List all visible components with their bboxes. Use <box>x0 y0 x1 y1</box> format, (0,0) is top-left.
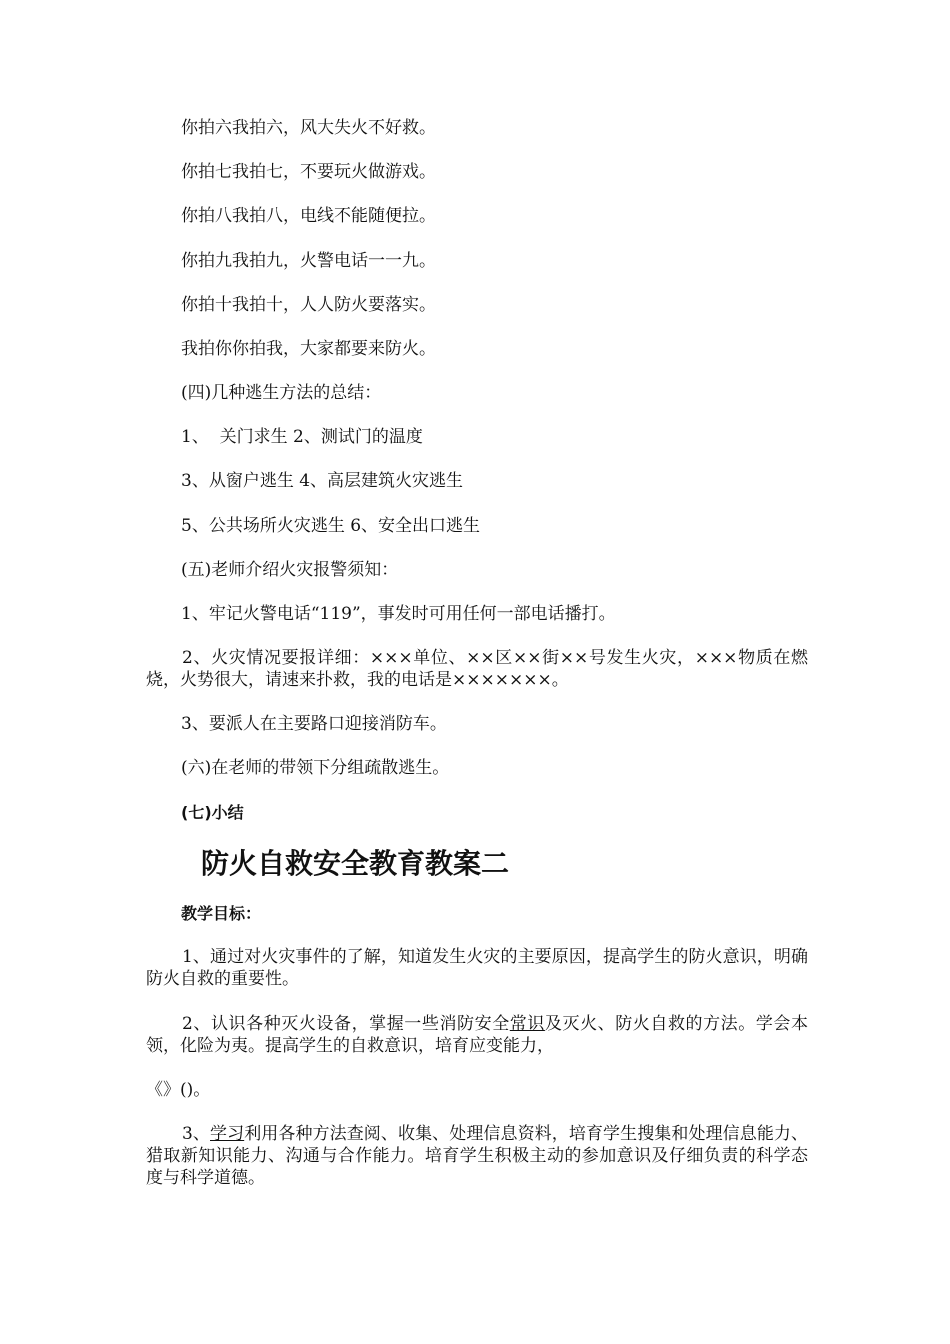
section-6-title: (六)在老师的带领下分组疏散逃生。 <box>181 758 450 778</box>
alarm-item-1: 1、牢记火警电话“119”，事发时可用任何一部电话播打。 <box>181 604 616 624</box>
rhyme-line-9: 你拍九我拍九，火警电话一一九。 <box>181 251 436 271</box>
goal-3-text-b: 利用各种方法查阅、收集、处理信息资料，培育学生搜集和处理信息能力、猎取新知识能力、沟通与合作能力。培育学生积极主动的参加意识及仔细负责的科学态度与科学道德。 <box>146 1124 809 1188</box>
rhyme-line-7: 你拍七我拍七，不要玩火做游戏。 <box>181 162 436 182</box>
rhyme-line-8: 你拍八我拍八，电线不能随便拉。 <box>181 206 436 226</box>
section-5-title: (五)老师介绍火灾报警须知： <box>181 560 399 580</box>
rhyme-line-10: 你拍十我拍十，人人防火要落实。 <box>181 295 436 315</box>
goal-3-text-a: 3、 <box>182 1124 210 1144</box>
alarm-item-3: 3、要派人在主要路口迎接消防车。 <box>181 714 447 734</box>
goal-1: 1、通过对火灾事件的了解，知道发生火灾的主要原因，提高学生的防火意识，明确防火自救的重要性。 <box>146 947 808 989</box>
bracket-line: 《》()。 <box>146 1080 211 1100</box>
goals-title: 教学目标： <box>181 904 262 923</box>
goal-2 <box>146 1013 808 1057</box>
rhyme-line-6: 你拍六我拍六，风大失火不好救。 <box>181 118 436 138</box>
goal-2-text-a: 2、认识各种灭火设备，掌握一些消防安全 <box>182 1014 510 1034</box>
escape-method-item: 3、从窗户逃生 4、高层建筑火灾逃生 <box>181 471 464 491</box>
alarm-item-2: 2、火灾情况要报详细：×××单位、××区××街××号发生火灾，×××物质在燃烧，火势很大，请速来扑救，我的电话是×××××××。 <box>146 648 808 690</box>
lesson-2-heading: 防火自救安全教育教案二 <box>201 847 510 880</box>
section-7-title: (七)小结 <box>181 803 244 822</box>
escape-method-item: 1、 关门求生 2、测试门的温度 <box>181 427 423 447</box>
goal-3 <box>146 1123 808 1189</box>
goal-2-link[interactable]: 常识 <box>509 1014 545 1034</box>
goal-3-link[interactable]: 学习 <box>210 1124 245 1144</box>
section-4-title: (四)几种逃生方法的总结： <box>181 383 382 403</box>
rhyme-line-final: 我拍你你拍我，大家都要来防火。 <box>181 339 436 359</box>
escape-method-item: 5、公共场所火灾逃生 6、安全出口逃生 <box>181 516 481 536</box>
goal-2-text-b: 及灭火、防火自救的方法。学会本领，化险为夷。提高学生的自救意识，培育应变能力， <box>146 1014 808 1056</box>
